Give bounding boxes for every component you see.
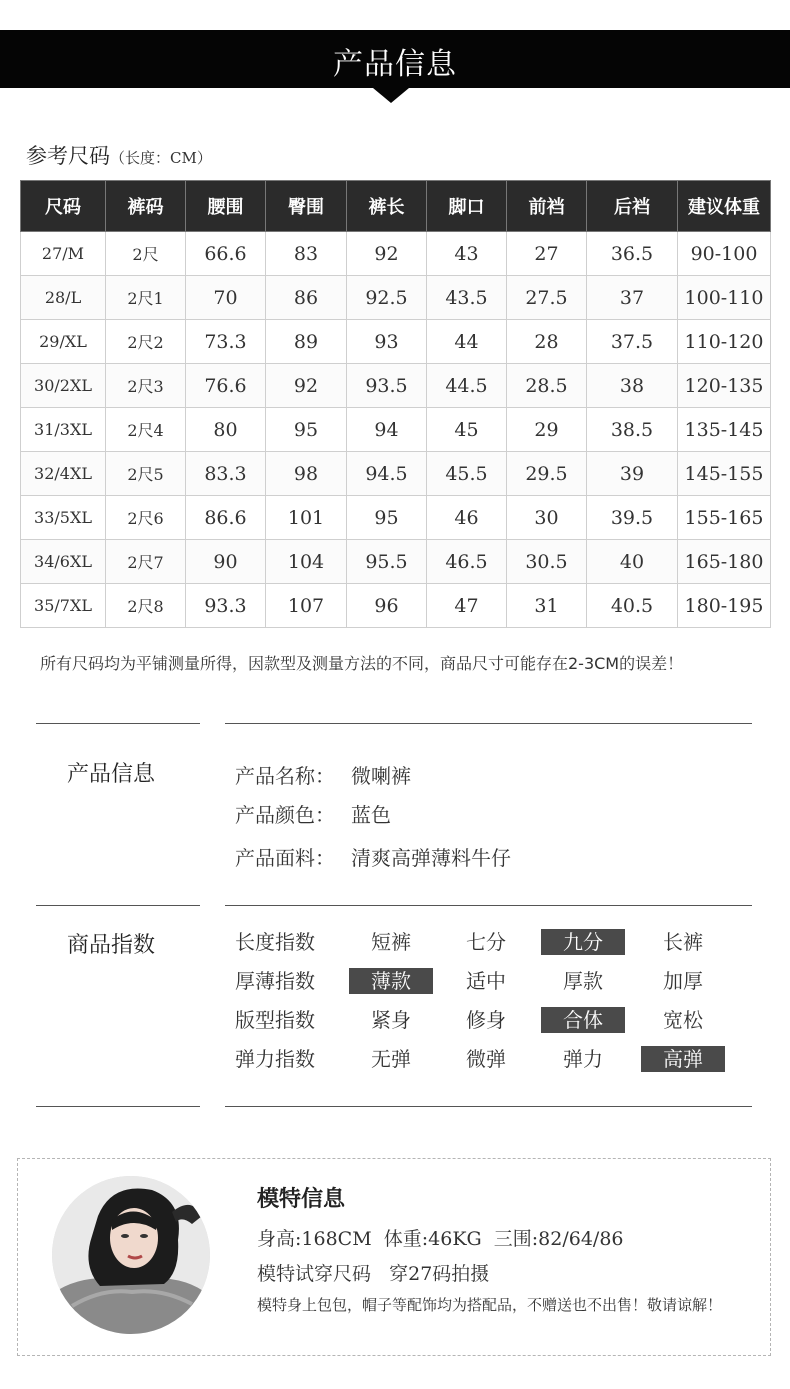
table-cell: 92 [347,232,427,276]
table-cell: 73.3 [186,320,266,364]
table-cell: 35/7XL [21,584,106,628]
table-cell: 101 [266,496,347,540]
column-header: 裤码 [106,181,186,232]
table-cell: 27/M [21,232,106,276]
index-row [235,1046,735,1072]
product-info-title: 产品信息 [67,762,156,787]
table-cell: 38 [587,364,678,408]
table-cell: 70 [186,276,266,320]
size-chart-title [26,140,212,170]
table-cell: 165-180 [678,540,771,584]
table-cell: 90-100 [678,232,771,276]
product-info-value: 微喇裤 [351,764,411,788]
column-header: 建议体重 [678,181,771,232]
model-info-title: 模特信息 [257,1186,346,1212]
column-header: 尺码 [21,181,106,232]
table-cell: 39 [587,452,678,496]
table-cell: 89 [266,320,347,364]
table-row [21,320,771,364]
index-option: 厚款 [563,969,603,993]
table-cell: 31/3XL [21,408,106,452]
column-header: 腰围 [186,181,266,232]
table-cell: 40.5 [587,584,678,628]
column-header: 前裆 [507,181,587,232]
table-cell: 2尺6 [106,496,186,540]
index-label: 弹力指数 [235,1047,315,1071]
table-cell: 28/L [21,276,106,320]
divider [36,1106,200,1107]
table-row [21,408,771,452]
table-cell: 83.3 [186,452,266,496]
table-cell: 45.5 [427,452,507,496]
table-cell: 2尺5 [106,452,186,496]
table-cell: 43 [427,232,507,276]
table-cell: 93 [347,320,427,364]
table-cell: 39.5 [587,496,678,540]
banner-arrow-icon [373,88,409,103]
table-cell: 86.6 [186,496,266,540]
table-row [21,496,771,540]
table-cell: 2尺1 [106,276,186,320]
table-row [21,584,771,628]
table-cell: 30.5 [507,540,587,584]
table-cell: 32/4XL [21,452,106,496]
table-cell: 30 [507,496,587,540]
table-cell: 40 [587,540,678,584]
divider [225,905,752,906]
index-option: 无弹 [371,1047,411,1071]
table-row [21,452,771,496]
index-option-selected: 九分 [541,929,625,955]
index-row [235,929,735,955]
index-option: 七分 [466,930,506,954]
table-cell: 94 [347,408,427,452]
size-table [20,180,771,628]
table-cell: 80 [186,408,266,452]
table-cell: 180-195 [678,584,771,628]
table-cell: 46.5 [427,540,507,584]
index-option: 长裤 [663,930,703,954]
table-cell: 45 [427,408,507,452]
product-info-item [235,799,391,828]
index-label: 版型指数 [235,1008,315,1032]
index-option: 弹力 [563,1047,603,1071]
table-row [21,232,771,276]
index-option: 宽松 [663,1008,703,1032]
table-cell: 95 [266,408,347,452]
table-cell: 145-155 [678,452,771,496]
table-cell: 37 [587,276,678,320]
table-cell: 92.5 [347,276,427,320]
model-size: 模特试穿尺码 穿27码拍摄 [257,1263,490,1285]
index-row [235,968,735,994]
table-cell: 110-120 [678,320,771,364]
index-option: 紧身 [371,1008,411,1032]
product-info-value: 蓝色 [351,803,391,827]
table-cell: 66.6 [186,232,266,276]
table-cell: 83 [266,232,347,276]
table-cell: 36.5 [587,232,678,276]
table-cell: 120-135 [678,364,771,408]
table-cell: 104 [266,540,347,584]
product-info-value: 清爽高弹薄料牛仔 [351,846,511,870]
table-row [21,540,771,584]
table-cell: 28 [507,320,587,364]
header-banner [0,30,790,88]
table-cell: 107 [266,584,347,628]
table-cell: 27 [507,232,587,276]
table-cell: 90 [186,540,266,584]
table-cell: 29/XL [21,320,106,364]
table-cell: 44.5 [427,364,507,408]
table-cell: 98 [266,452,347,496]
index-label: 长度指数 [235,930,315,954]
product-info-key: 产品名称： [235,764,335,788]
table-cell: 44 [427,320,507,364]
product-info-item [235,760,411,789]
index-label: 厚薄指数 [235,969,315,993]
table-cell: 2尺8 [106,584,186,628]
size-note: 所有尺码均为平铺测量所得，因款型及测量方法的不同，商品尺寸可能存在2-3CM的误差！ [40,654,684,673]
table-row [21,276,771,320]
divider [225,723,752,724]
divider [36,723,200,724]
table-cell: 155-165 [678,496,771,540]
index-option-selected: 薄款 [349,968,433,994]
table-cell: 2尺2 [106,320,186,364]
product-info-item [235,842,511,871]
table-cell: 33/5XL [21,496,106,540]
table-cell: 34/6XL [21,540,106,584]
size-chart-title-text: 参考尺码 [26,144,110,168]
product-index-title: 商品指数 [67,933,156,958]
column-header: 脚口 [427,181,507,232]
table-cell: 2尺4 [106,408,186,452]
table-cell: 37.5 [587,320,678,364]
table-cell: 2尺 [106,232,186,276]
index-option: 微弹 [466,1047,506,1071]
table-cell: 38.5 [587,408,678,452]
index-option: 加厚 [663,969,703,993]
table-cell: 29 [507,408,587,452]
table-cell: 30/2XL [21,364,106,408]
table-cell: 2尺7 [106,540,186,584]
column-header: 裤长 [347,181,427,232]
model-portrait-icon [52,1176,210,1334]
table-cell: 43.5 [427,276,507,320]
table-cell: 47 [427,584,507,628]
page-title: 产品信息 [333,47,457,82]
table-cell: 28.5 [507,364,587,408]
table-cell: 27.5 [507,276,587,320]
table-cell: 29.5 [507,452,587,496]
table-cell: 93.3 [186,584,266,628]
table-cell: 100-110 [678,276,771,320]
table-cell: 93.5 [347,364,427,408]
product-info-key: 产品面料： [235,846,335,870]
size-chart-unit: （长度：CM） [110,149,212,167]
index-option: 短裤 [371,930,411,954]
table-cell: 95 [347,496,427,540]
index-option-selected: 高弹 [641,1046,725,1072]
model-avatar [52,1176,210,1334]
table-cell: 46 [427,496,507,540]
table-cell: 95.5 [347,540,427,584]
index-option: 修身 [466,1008,506,1032]
table-cell: 76.6 [186,364,266,408]
table-cell: 31 [507,584,587,628]
product-info-key: 产品颜色： [235,803,335,827]
table-cell: 2尺3 [106,364,186,408]
column-header: 臀围 [266,181,347,232]
divider [36,905,200,906]
divider [225,1106,752,1107]
index-option: 适中 [466,969,506,993]
table-cell: 86 [266,276,347,320]
index-option-selected: 合体 [541,1007,625,1033]
table-row [21,364,771,408]
index-row [235,1007,735,1033]
model-note: 模特身上包包，帽子等配饰均为搭配品，不赠送也不出售！敬请谅解！ [257,1296,723,1314]
column-header: 后裆 [587,181,678,232]
table-cell: 92 [266,364,347,408]
table-cell: 94.5 [347,452,427,496]
table-cell: 135-145 [678,408,771,452]
model-measurements: 身高:168CM 体重:46KG 三围:82/64/86 [257,1228,624,1250]
table-cell: 96 [347,584,427,628]
